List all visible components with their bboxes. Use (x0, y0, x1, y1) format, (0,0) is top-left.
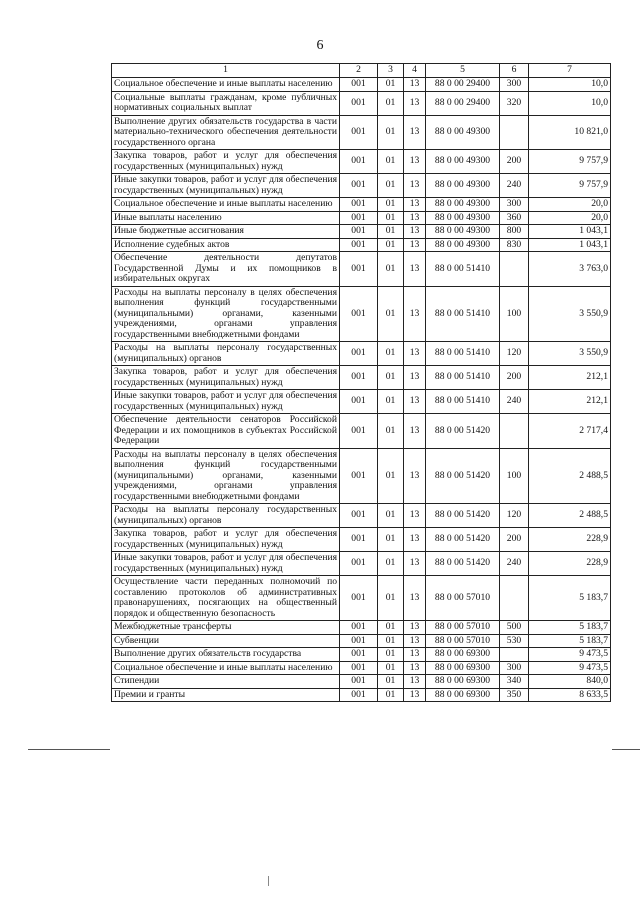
table-row (112, 225, 611, 239)
expense-type-cell: 120 (500, 342, 529, 366)
expense-name-cell: Закупка товаров, работ и услуг для обеспечения государственных (муниципальных) нужд (112, 528, 340, 552)
subsection-code-cell: 13 (404, 252, 426, 287)
expense-name-cell: Иные выплаты населению (112, 211, 340, 225)
target-article-cell: 88 0 00 29400 (426, 91, 500, 115)
section-code-cell: 01 (378, 414, 404, 449)
subsection-code-cell: 13 (404, 366, 426, 390)
section-code-cell: 01 (378, 528, 404, 552)
expense-name-cell: Социальное обеспечение и иные выплаты населению (112, 78, 340, 92)
expense-name-cell: Иные закупки товаров, работ и услуг для обеспечения государственных (муниципальных) нужд (112, 390, 340, 414)
expense-type-cell: 300 (500, 661, 529, 675)
expense-name-cell: Осуществление части переданных полномочий по составлению протоколов об административных правонарушениях, посягающих на общественный порядок и общественную безопасность (112, 576, 340, 621)
expense-type-cell: 500 (500, 621, 529, 635)
target-article-cell: 88 0 00 69300 (426, 675, 500, 689)
subsection-code-cell: 13 (404, 286, 426, 342)
table-row (112, 621, 611, 635)
expense-name-cell: Социальные выплаты гражданам, кроме публичных нормативных социальных выплат (112, 91, 340, 115)
amount-cell: 2 488,5 (529, 448, 611, 504)
subsection-code-cell: 13 (404, 661, 426, 675)
ministry-code-cell: 001 (340, 675, 378, 689)
amount-cell: 2 488,5 (529, 504, 611, 528)
amount-cell: 20,0 (529, 211, 611, 225)
ministry-code-cell: 001 (340, 238, 378, 252)
expense-name-cell: Расходы на выплаты персоналу государственных (муниципальных) органов (112, 504, 340, 528)
scan-artifact-mark-bottom (268, 876, 269, 886)
ministry-code-cell: 001 (340, 528, 378, 552)
amount-cell: 5 183,7 (529, 576, 611, 621)
page-number: 6 (316, 38, 324, 53)
subsection-code-cell: 13 (404, 576, 426, 621)
budget-table-body (112, 64, 611, 702)
expense-type-cell: 360 (500, 211, 529, 225)
expense-type-cell: 200 (500, 150, 529, 174)
table-row (112, 115, 611, 150)
section-code-cell: 01 (378, 286, 404, 342)
table-row (112, 528, 611, 552)
section-code-cell: 01 (378, 78, 404, 92)
budget-table (111, 63, 611, 702)
ministry-code-cell: 001 (340, 688, 378, 702)
ministry-code-cell: 001 (340, 648, 378, 662)
table-row (112, 366, 611, 390)
ministry-code-cell: 001 (340, 225, 378, 239)
target-article-cell: 88 0 00 51420 (426, 414, 500, 449)
table-row (112, 414, 611, 449)
target-article-cell: 88 0 00 51410 (426, 390, 500, 414)
section-code-cell: 01 (378, 621, 404, 635)
subsection-code-cell: 13 (404, 91, 426, 115)
ministry-code-cell: 001 (340, 286, 378, 342)
ministry-code-cell: 001 (340, 366, 378, 390)
section-code-cell: 01 (378, 552, 404, 576)
subsection-code-cell: 13 (404, 621, 426, 635)
table-row (112, 174, 611, 198)
ministry-code-cell: 001 (340, 576, 378, 621)
table-row (112, 648, 611, 662)
target-article-cell: 88 0 00 49300 (426, 211, 500, 225)
expense-name-cell: Социальное обеспечение и иные выплаты населению (112, 198, 340, 212)
target-article-cell: 88 0 00 51420 (426, 504, 500, 528)
expense-name-cell: Иные бюджетные ассигнования (112, 225, 340, 239)
subsection-code-cell: 13 (404, 115, 426, 150)
target-article-cell: 88 0 00 49300 (426, 174, 500, 198)
table-row (112, 576, 611, 621)
ministry-code-cell: 001 (340, 504, 378, 528)
column-header: 6 (500, 64, 529, 78)
table-row (112, 675, 611, 689)
amount-cell: 1 043,1 (529, 225, 611, 239)
table-row (112, 286, 611, 342)
table-row (112, 91, 611, 115)
target-article-cell: 88 0 00 51410 (426, 286, 500, 342)
subsection-code-cell: 13 (404, 648, 426, 662)
table-row (112, 150, 611, 174)
subsection-code-cell: 13 (404, 675, 426, 689)
target-article-cell: 88 0 00 57010 (426, 621, 500, 635)
section-code-cell: 01 (378, 238, 404, 252)
subsection-code-cell: 13 (404, 211, 426, 225)
column-header: 4 (404, 64, 426, 78)
table-row (112, 688, 611, 702)
table-row (112, 661, 611, 675)
section-code-cell: 01 (378, 366, 404, 390)
section-code-cell: 01 (378, 648, 404, 662)
table-row (112, 78, 611, 92)
ministry-code-cell: 001 (340, 414, 378, 449)
amount-cell: 212,1 (529, 390, 611, 414)
expense-type-cell: 300 (500, 198, 529, 212)
section-code-cell: 01 (378, 661, 404, 675)
expense-type-cell: 240 (500, 390, 529, 414)
expense-type-cell (500, 115, 529, 150)
expense-name-cell: Субвенции (112, 634, 340, 648)
section-code-cell: 01 (378, 688, 404, 702)
amount-cell: 9 473,5 (529, 648, 611, 662)
ministry-code-cell: 001 (340, 621, 378, 635)
section-code-cell: 01 (378, 342, 404, 366)
expense-name-cell: Межбюджетные трансферты (112, 621, 340, 635)
expense-name-cell: Стипендии (112, 675, 340, 689)
amount-cell: 20,0 (529, 198, 611, 212)
ministry-code-cell: 001 (340, 552, 378, 576)
table-row (112, 342, 611, 366)
amount-cell: 1 043,1 (529, 238, 611, 252)
subsection-code-cell: 13 (404, 634, 426, 648)
ministry-code-cell: 001 (340, 390, 378, 414)
table-row (112, 238, 611, 252)
amount-cell: 3 550,9 (529, 342, 611, 366)
section-code-cell: 01 (378, 252, 404, 287)
amount-cell: 5 183,7 (529, 634, 611, 648)
subsection-code-cell: 13 (404, 198, 426, 212)
subsection-code-cell: 13 (404, 552, 426, 576)
amount-cell: 9 757,9 (529, 150, 611, 174)
section-code-cell: 01 (378, 504, 404, 528)
target-article-cell: 88 0 00 51410 (426, 252, 500, 287)
subsection-code-cell: 13 (404, 448, 426, 504)
expense-name-cell: Закупка товаров, работ и услуг для обеспечения государственных (муниципальных) нужд (112, 366, 340, 390)
ministry-code-cell: 001 (340, 91, 378, 115)
expense-name-cell: Социальное обеспечение и иные выплаты населению (112, 661, 340, 675)
target-article-cell: 88 0 00 29400 (426, 78, 500, 92)
expense-type-cell: 240 (500, 174, 529, 198)
amount-cell: 10,0 (529, 78, 611, 92)
target-article-cell: 88 0 00 69300 (426, 661, 500, 675)
target-article-cell: 88 0 00 51420 (426, 552, 500, 576)
expense-name-cell: Премии и гранты (112, 688, 340, 702)
scan-artifact-line-left (28, 749, 110, 750)
expense-type-cell: 350 (500, 688, 529, 702)
table-row (112, 252, 611, 287)
table-row (112, 552, 611, 576)
subsection-code-cell: 13 (404, 342, 426, 366)
target-article-cell: 88 0 00 69300 (426, 648, 500, 662)
ministry-code-cell: 001 (340, 634, 378, 648)
target-article-cell: 88 0 00 69300 (426, 688, 500, 702)
amount-cell: 3 763,0 (529, 252, 611, 287)
expense-type-cell: 530 (500, 634, 529, 648)
section-code-cell: 01 (378, 675, 404, 689)
section-code-cell: 01 (378, 576, 404, 621)
expense-name-cell: Расходы на выплаты персоналу государственных (муниципальных) органов (112, 342, 340, 366)
section-code-cell: 01 (378, 225, 404, 239)
expense-type-cell: 240 (500, 552, 529, 576)
ministry-code-cell: 001 (340, 211, 378, 225)
expense-type-cell: 830 (500, 238, 529, 252)
amount-cell: 840,0 (529, 675, 611, 689)
column-header: 1 (112, 64, 340, 78)
target-article-cell: 88 0 00 51420 (426, 448, 500, 504)
subsection-code-cell: 13 (404, 504, 426, 528)
expense-type-cell: 200 (500, 528, 529, 552)
expense-name-cell: Исполнение судебных актов (112, 238, 340, 252)
ministry-code-cell: 001 (340, 198, 378, 212)
amount-cell: 9 473,5 (529, 661, 611, 675)
amount-cell: 3 550,9 (529, 286, 611, 342)
expense-name-cell: Расходы на выплаты персоналу в целях обеспечения выполнения функций государственными (муниципальными) органами, казенными учреждениями, органами управления государственными внебюджетными фондами (112, 448, 340, 504)
subsection-code-cell: 13 (404, 238, 426, 252)
expense-name-cell: Выполнение других обязательств государства в части материально-технического обеспечения деятельности государственного органа (112, 115, 340, 150)
expense-type-cell (500, 414, 529, 449)
amount-cell: 228,9 (529, 552, 611, 576)
amount-cell: 10,0 (529, 91, 611, 115)
expense-name-cell: Обеспечение деятельности сенаторов Российской Федерации и их помощников в субъектах Российской Федерации (112, 414, 340, 449)
ministry-code-cell: 001 (340, 78, 378, 92)
amount-cell: 8 633,5 (529, 688, 611, 702)
section-code-cell: 01 (378, 150, 404, 174)
target-article-cell: 88 0 00 51420 (426, 528, 500, 552)
subsection-code-cell: 13 (404, 150, 426, 174)
ministry-code-cell: 001 (340, 174, 378, 198)
section-code-cell: 01 (378, 174, 404, 198)
expense-type-cell (500, 576, 529, 621)
column-header: 5 (426, 64, 500, 78)
expense-type-cell: 100 (500, 286, 529, 342)
expense-name-cell: Обеспечение деятельности депутатов Государственной Думы и их помощников в избирательных округах (112, 252, 340, 287)
expense-type-cell: 340 (500, 675, 529, 689)
subsection-code-cell: 13 (404, 414, 426, 449)
subsection-code-cell: 13 (404, 225, 426, 239)
subsection-code-cell: 13 (404, 78, 426, 92)
target-article-cell: 88 0 00 51410 (426, 366, 500, 390)
amount-cell: 5 183,7 (529, 621, 611, 635)
table-row (112, 448, 611, 504)
section-code-cell: 01 (378, 634, 404, 648)
expense-type-cell: 800 (500, 225, 529, 239)
target-article-cell: 88 0 00 49300 (426, 115, 500, 150)
subsection-code-cell: 13 (404, 174, 426, 198)
table-header-row (112, 64, 611, 78)
amount-cell: 9 757,9 (529, 174, 611, 198)
expense-type-cell: 100 (500, 448, 529, 504)
subsection-code-cell: 13 (404, 390, 426, 414)
target-article-cell: 88 0 00 51410 (426, 342, 500, 366)
table-row (112, 634, 611, 648)
section-code-cell: 01 (378, 198, 404, 212)
target-article-cell: 88 0 00 49300 (426, 225, 500, 239)
table-row (112, 211, 611, 225)
expense-type-cell (500, 252, 529, 287)
ministry-code-cell: 001 (340, 448, 378, 504)
amount-cell: 10 821,0 (529, 115, 611, 150)
target-article-cell: 88 0 00 57010 (426, 634, 500, 648)
table-row (112, 504, 611, 528)
section-code-cell: 01 (378, 91, 404, 115)
ministry-code-cell: 001 (340, 342, 378, 366)
ministry-code-cell: 001 (340, 150, 378, 174)
section-code-cell: 01 (378, 448, 404, 504)
target-article-cell: 88 0 00 57010 (426, 576, 500, 621)
expense-type-cell: 320 (500, 91, 529, 115)
amount-cell: 2 717,4 (529, 414, 611, 449)
subsection-code-cell: 13 (404, 528, 426, 552)
expense-name-cell: Выполнение других обязательств государства (112, 648, 340, 662)
ministry-code-cell: 001 (340, 252, 378, 287)
ministry-code-cell: 001 (340, 661, 378, 675)
amount-cell: 212,1 (529, 366, 611, 390)
amount-cell: 228,9 (529, 528, 611, 552)
target-article-cell: 88 0 00 49300 (426, 150, 500, 174)
scan-artifact-line-right (612, 749, 640, 750)
expense-type-cell (500, 648, 529, 662)
ministry-code-cell: 001 (340, 115, 378, 150)
column-header: 2 (340, 64, 378, 78)
section-code-cell: 01 (378, 211, 404, 225)
table-row (112, 198, 611, 212)
expense-name-cell: Расходы на выплаты персоналу в целях обеспечения выполнения функций государственными (муниципальными) органами, казенными учреждениями, органами управления государственными внебюджетными фондами (112, 286, 340, 342)
expense-type-cell: 200 (500, 366, 529, 390)
column-header: 3 (378, 64, 404, 78)
target-article-cell: 88 0 00 49300 (426, 198, 500, 212)
table-row (112, 390, 611, 414)
expense-name-cell: Иные закупки товаров, работ и услуг для обеспечения государственных (муниципальных) нужд (112, 552, 340, 576)
section-code-cell: 01 (378, 390, 404, 414)
target-article-cell: 88 0 00 49300 (426, 238, 500, 252)
expense-type-cell: 120 (500, 504, 529, 528)
column-header: 7 (529, 64, 611, 78)
section-code-cell: 01 (378, 115, 404, 150)
subsection-code-cell: 13 (404, 688, 426, 702)
expense-type-cell: 300 (500, 78, 529, 92)
expense-name-cell: Закупка товаров, работ и услуг для обеспечения государственных (муниципальных) нужд (112, 150, 340, 174)
expense-name-cell: Иные закупки товаров, работ и услуг для обеспечения государственных (муниципальных) нужд (112, 174, 340, 198)
